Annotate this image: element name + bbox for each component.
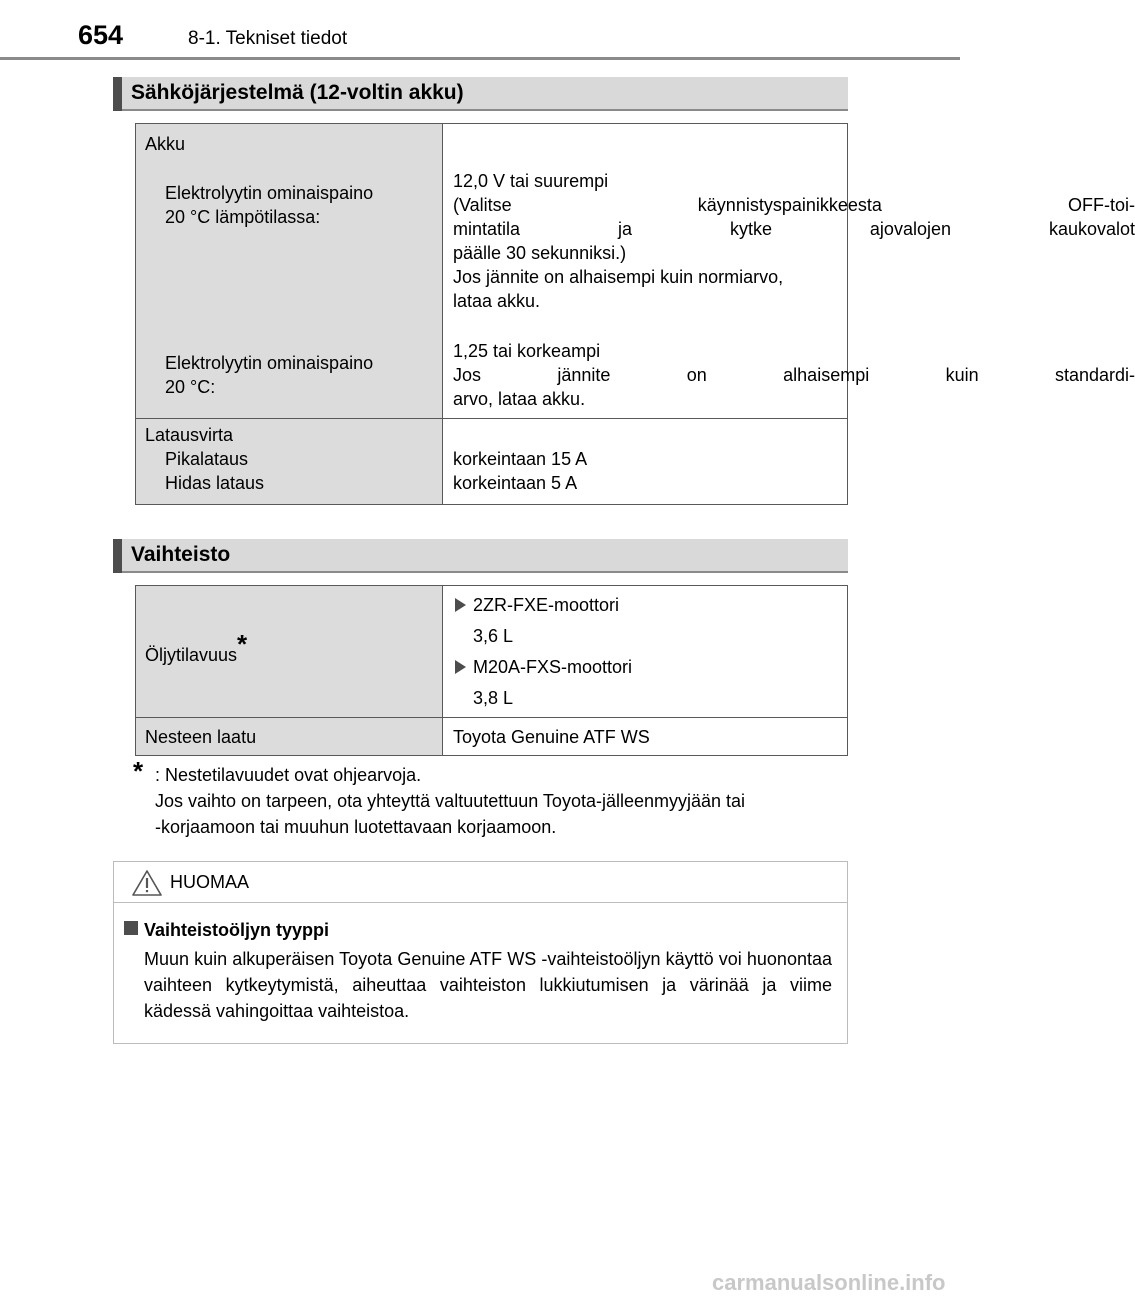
charging-label: Latausvirta [145,425,234,445]
footnote-line2 [155,788,848,840]
slow-charge-label: Hidas lataus [165,473,265,493]
transmission-section-title: Vaihteisto [131,543,231,566]
specific-gravity-value [453,169,1135,313]
footnote-reference-mark: * [237,629,248,659]
fluid-value-cell [443,718,848,756]
quick-charge-value: korkeintaan 15 A [453,449,588,469]
sg-value-line: Jos jännite on alhaisempi kuin normiarvo, [453,267,784,287]
sg2-value-line: arvo, lataa akku. [453,389,586,409]
sg-value-line: lataa akku. [453,291,541,311]
engine-1-name: 2ZR-FXE-moottori [473,595,620,615]
page-number: 654 [78,20,124,50]
specific-gravity-label-line1: Elektrolyytin ominaispaino [165,183,374,203]
caution-body: Muun kuin alkuperäisen Toyota Genuine ATF WS -vaihteistoöljyn käyttö voi huonontaa vaihteen kytkeytymistä, aiheuttaa vaihteiston lukkiutumisen ja värinää ja viime kädessä vahingoittaa vaihteistoa. [144,949,832,1021]
battery-label: Akku [145,134,186,154]
specific-gravity-label-line2: 20 °C lämpötilassa: [165,207,321,227]
sg-value-line: päälle 30 sekunniksi.) [453,243,627,263]
header-divider [0,57,960,60]
sg2-value-line: Jos jännite on alhaisempi kuin standardi- [453,365,1135,385]
specific-gravity2-label-line1: Elektrolyytin ominaispaino [165,353,374,373]
electrical-section-heading [113,77,848,111]
battery-label-cell [136,124,443,419]
triangle-right-icon [455,660,466,674]
sg-value-line: mintatila ja kytke ajovalojen kaukovalot [453,219,1135,239]
caution-header [114,862,847,903]
transmission-spec-table [135,585,848,756]
sg-value-line: (Valitse käynnistyspainikkeesta OFF-toi- [453,195,1135,215]
battery-value-cell [443,124,1135,419]
capacity-value-cell [443,586,848,718]
warning-triangle-icon [132,870,162,896]
section-bar [113,539,122,573]
engine-1-capacity: 3,6 L [473,626,514,646]
section-bar [113,77,122,111]
engine-2-name: M20A-FXS-moottori [473,657,633,677]
slow-charge-value: korkeintaan 5 A [453,473,578,493]
triangle-right-icon [455,598,466,612]
footnote-line1: : Nestetilavuudet ovat ohjearvoja. [155,765,422,785]
caution-subtitle: Vaihteistoöljyn tyyppi [144,920,330,940]
capacity-label [145,629,248,667]
transmission-section-heading [113,539,848,573]
charging-value-cell [443,419,848,505]
fluid-label-cell [136,718,443,756]
fluid-row [136,718,848,756]
square-bullet-icon [124,921,138,935]
capacity-label-text: Öljytilavuus [145,645,238,665]
electrical-section-title: Sähköjärjestelmä (12-voltin akku) [131,81,464,104]
footnote-line3-text: -korjaamoon tai muuhun luotettavaan korjaamoon. [155,817,557,837]
footnote-line2-text: Jos vaihto on tarpeen, ota yhteyttä valtuutettuun Toyota-jälleenmyyjään tai [155,791,746,811]
electrical-spec-table [135,123,1135,505]
section-reference: 8-1. Tekniset tiedot [188,28,348,49]
sg-value-line: 12,0 V tai suurempi [453,171,609,191]
caution-label: HUOMAA [170,872,250,892]
fluid-label: Nesteen laatu [145,727,257,747]
capacity-row [136,586,848,718]
sg2-value-line: 1,25 tai korkeampi [453,341,601,361]
charging-row [136,419,848,505]
battery-row [136,124,848,419]
capacity-label-cell [136,586,443,718]
watermark: carmanualsonline.info [712,1270,946,1295]
footnote-mark: * [133,756,144,786]
specific-gravity2-label-line2: 20 °C: [165,377,216,397]
page-header [0,0,960,60]
caution-box [113,861,848,1044]
specific-gravity2-value [453,339,1135,411]
quick-charge-label: Pikalataus [165,449,249,469]
fluid-value: Toyota Genuine ATF WS [453,727,650,747]
engine-2-capacity: 3,8 L [473,688,514,708]
charging-label-cell [136,419,443,505]
